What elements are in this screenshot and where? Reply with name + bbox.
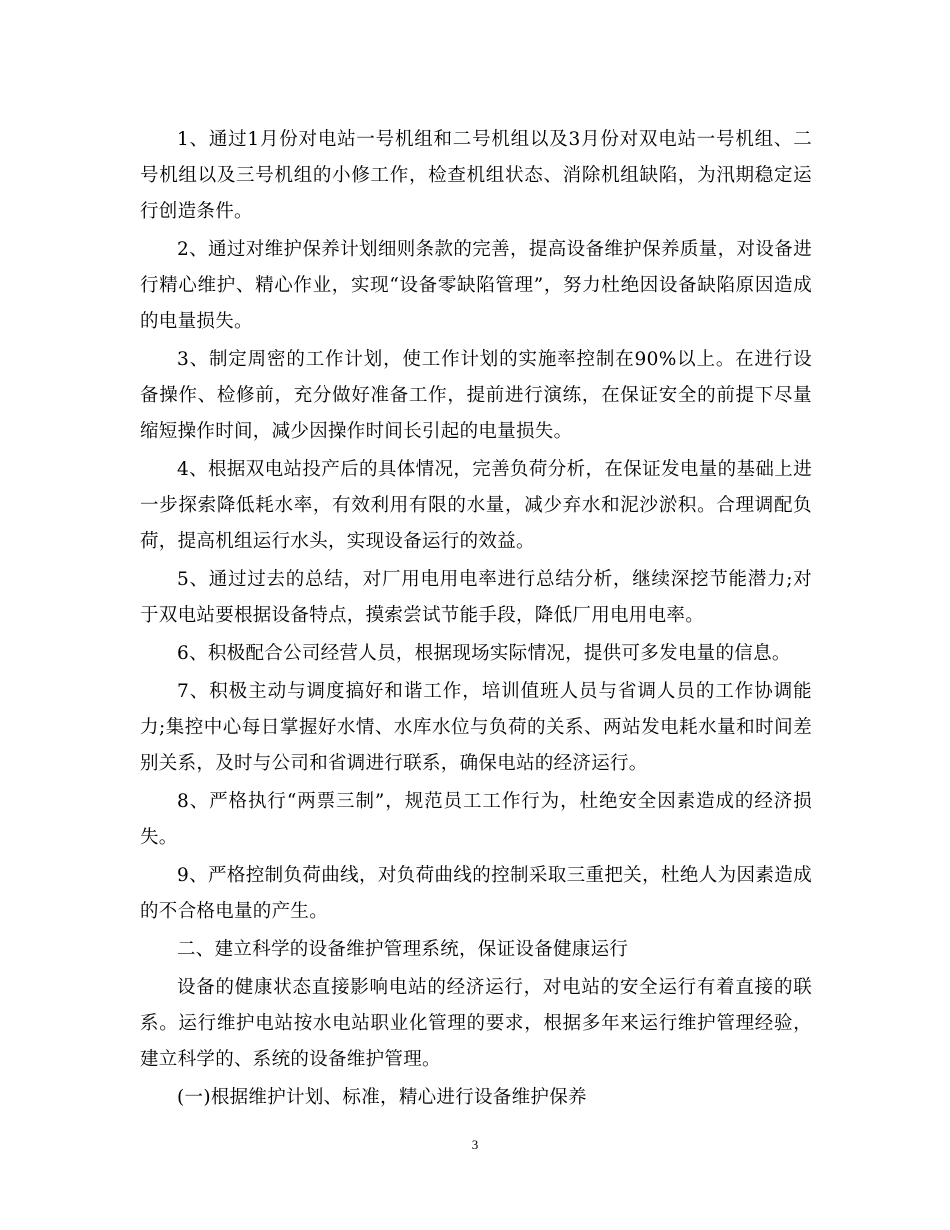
paragraph-item-6: 6、积极配合公司经营人员，根据现场实际情况，提供可多发电量的信息。 [177,643,791,664]
paragraph-item-3: 3、制定周密的工作计划，使工作计划的实施率控制在90%以上。在进行设备操作、检修前，充分做好准备工作，提前进行演练，在保证安全的前提下尽量缩短操作时间，减少因操作时间长引起的电量损失。 [140,349,812,442]
paragraph-item-8: 8、严格执行“两票三制”，规范员工工作行为，杜绝安全因素造成的经济损失。 [140,791,812,848]
paragraph-item-2: 2、通过对维护保养计划细则条款的完善，提高设备维护保养质量，对设备进行精心维护、精心作业，实现“设备零缺陷管理”，努力杜绝因设备缺陷原因造成的电量损失。 [140,239,812,332]
section-intro-paragraph: 设备的健康状态直接影响电站的经济运行，对电站的安全运行有着直接的联系。运行维护电站按水电站职业化管理的要求，根据多年来运行维护管理经验，建立科学的、系统的设备维护管理。 [140,977,812,1070]
paragraph-item-4: 4、根据双电站投产后的具体情况，完善负荷分析，在保证发电量的基础上进一步探索降低耗水率，有效利用有限的水量，减少弃水和泥沙淤积。合理调配负荷，提高机组运行水头，实现设备运行的效益。 [140,459,812,552]
document-body [140,122,812,1116]
paragraph-item-7: 7、积极主动与调度搞好和谐工作，培训值班人员与省调人员的工作协调能力;集控中心每日掌握好水情、水库水位与负荷的关系、两站发电耗水量和时间差别关系，及时与公司和省调进行联系，确保电站的经济运行。 [140,681,812,774]
paragraph-item-1: 1、通过1月份对电站一号机组和二号机组以及3月份对双电站一号机组、二号机组以及三号机组的小修工作，检查机组状态、消除机组缺陷，为汛期稳定运行创造条件。 [140,129,812,222]
paragraph-item-5: 5、通过过去的总结，对厂用电用电率进行总结分析，继续深挖节能潜力;对于双电站要根据设备特点，摸索尝试节能手段，降低厂用电用电率。 [140,569,812,626]
page-number: 3 [471,1137,479,1152]
section-heading: 二、建立科学的设备维护管理系统，保证设备健康运行 [177,939,629,960]
subsection-heading: (一)根据维护计划、标准，精心进行设备维护保养 [177,1087,587,1108]
paragraph-item-9: 9、严格控制负荷曲线，对负荷曲线的控制采取三重把关，杜绝人为因素造成的不合格电量的产生。 [140,865,812,922]
